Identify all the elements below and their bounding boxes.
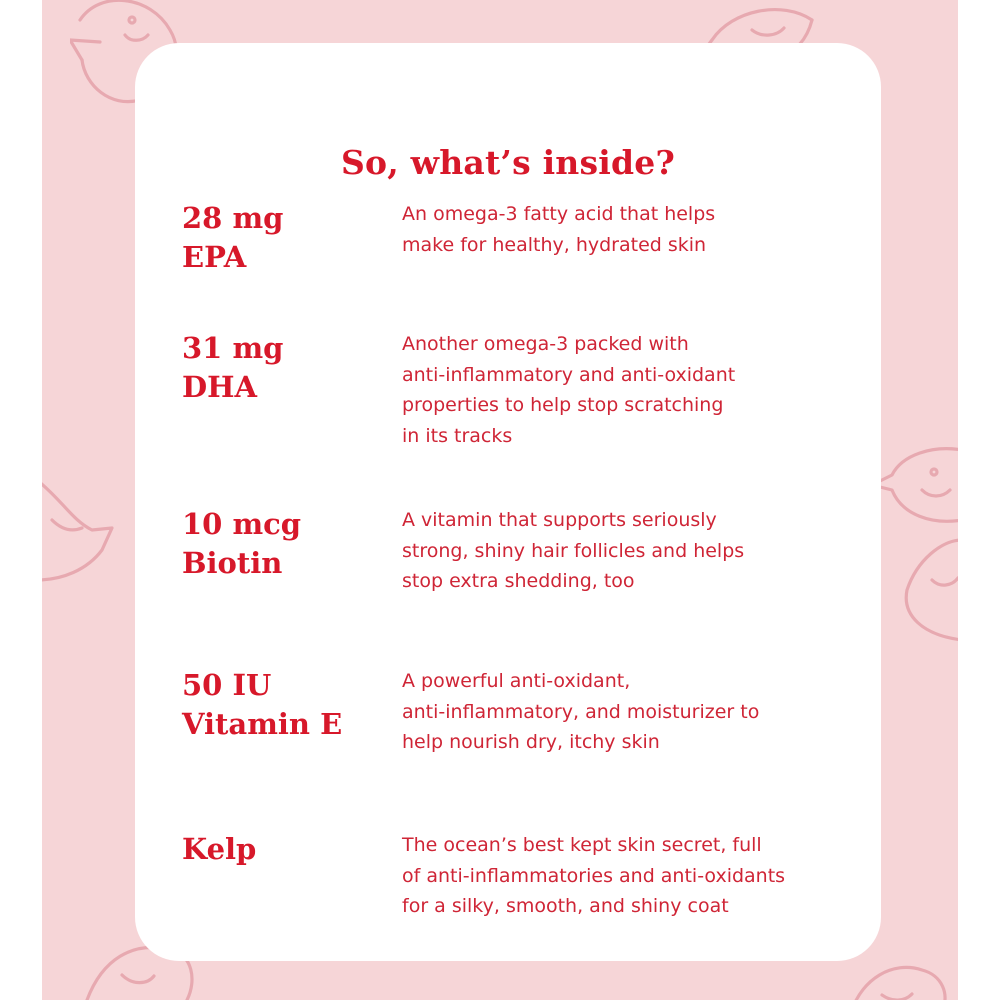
fish-outline-icon (42, 460, 122, 600)
description-line: A powerful anti-oxidant, (402, 670, 631, 692)
description-line: The ocean’s best kept skin secret, full (402, 834, 762, 856)
ingredient-amount: 28 mg (182, 201, 284, 235)
page-title: So, what’s inside? (340, 143, 676, 182)
ingredient-name: Kelp (182, 832, 257, 866)
ingredient-description (402, 666, 862, 758)
ingredient-amount: 50 IU (182, 668, 272, 702)
description-line: properties to help stop scratching (402, 394, 724, 416)
ingredient-label (182, 505, 392, 583)
ingredient-description (402, 505, 862, 597)
description-line: anti-inflammatory, and moisturizer to (402, 700, 760, 723)
ingredient-description (402, 199, 862, 260)
ingredient-name: Vitamin E (182, 707, 343, 741)
ingredient-amount: 31 mg (182, 331, 284, 365)
description-line: help nourish dry, itchy skin (402, 731, 660, 753)
description-line: An omega-3 fatty acid that helps (402, 203, 716, 225)
description-line: make for healthy, hydrated skin (402, 233, 707, 256)
ingredient-name: DHA (182, 370, 258, 404)
ingredient-label (182, 329, 392, 407)
ingredient-label (182, 830, 392, 869)
ingredient-label (182, 199, 392, 277)
description-line: A vitamin that supports seriously (402, 509, 717, 531)
description-line: for a silky, smooth, and shiny coat (402, 895, 729, 917)
description-line: in its tracks (402, 424, 513, 447)
ingredients-card (135, 43, 881, 961)
ingredient-name: EPA (182, 240, 247, 274)
ingredient-description (402, 329, 862, 451)
ingredient-name: Biotin (182, 546, 283, 580)
description-line: Another omega-3 packed with (402, 333, 689, 355)
description-line: stop extra shedding, too (402, 570, 635, 592)
ingredient-amount: 10 mcg (182, 507, 302, 541)
description-line: anti-inflammatory and anti-oxidant (402, 363, 736, 386)
ingredient-label (182, 666, 392, 744)
description-line: of anti-inflammatories and anti-oxidants (402, 864, 786, 887)
ingredient-description (402, 830, 862, 922)
description-line: strong, shiny hair follicles and helps (402, 539, 745, 562)
